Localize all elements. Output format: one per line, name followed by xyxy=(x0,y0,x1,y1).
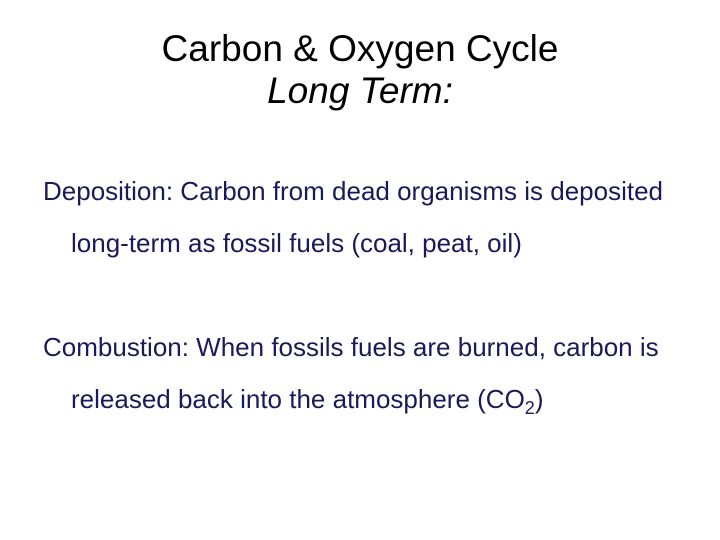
paragraph-deposition: Deposition: Carbon from dead organisms is deposited long-term as fossil fuels (coal, peat, oil) xyxy=(43,176,664,258)
slide-title: Carbon & Oxygen Cycle xyxy=(161,28,559,69)
slide-subtitle: Long Term: xyxy=(267,70,453,111)
title-block xyxy=(0,28,720,112)
combustion-text-end: ) xyxy=(534,384,544,414)
combustion-text: Combustion: When fossils fuels are burned, carbon is released back into the atmosphere (CO xyxy=(43,332,659,414)
paragraph-combustion xyxy=(43,321,683,425)
co2-subscript: 2 xyxy=(524,398,535,418)
body-text xyxy=(43,165,683,425)
